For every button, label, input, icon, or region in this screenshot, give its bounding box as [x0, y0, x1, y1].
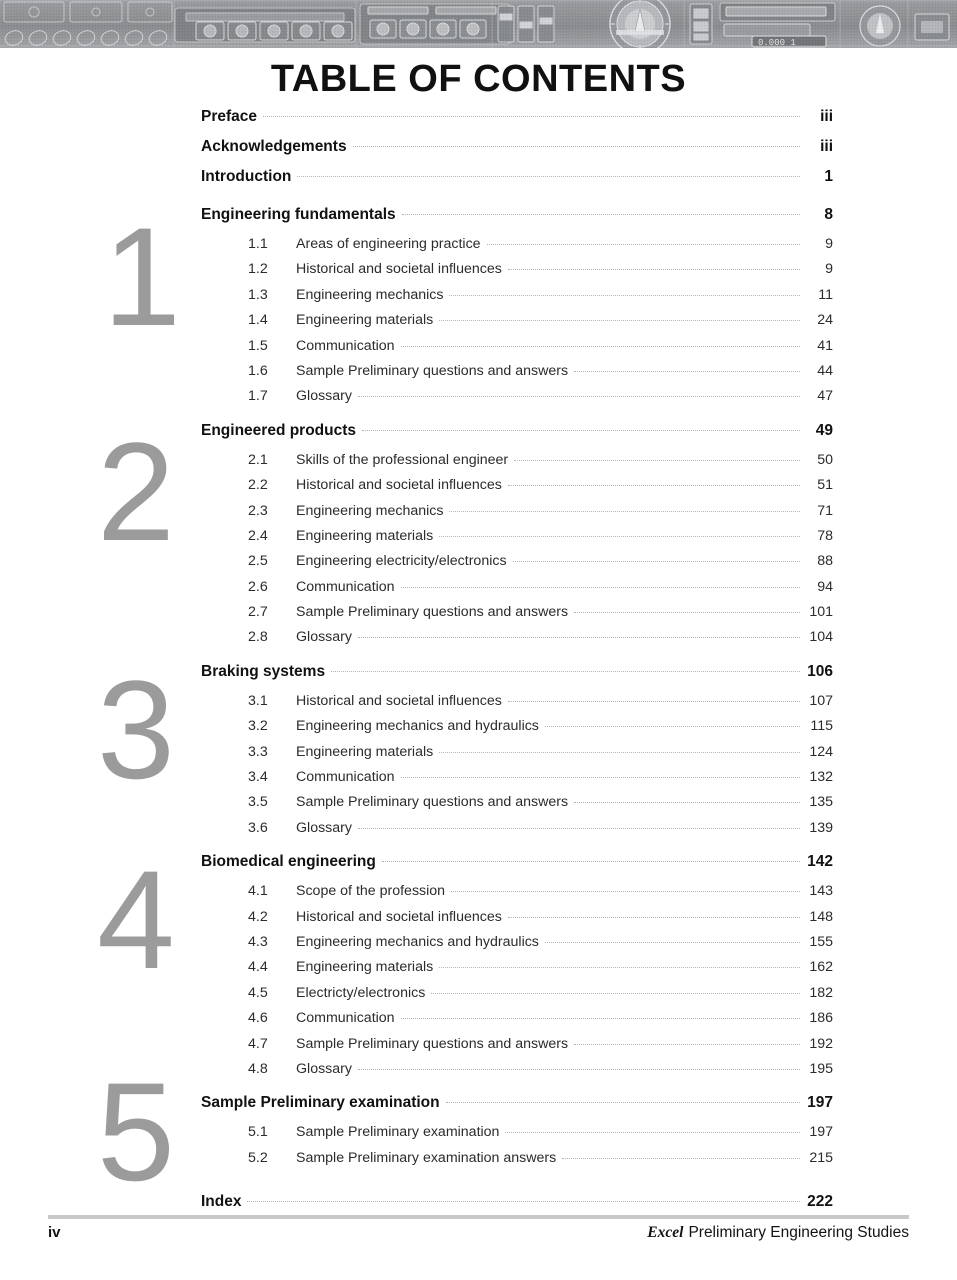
toc-section-5-2[interactable] [201, 1150, 833, 1175]
leader-dots [446, 1101, 800, 1103]
toc-entry-label: Glossary [296, 1060, 352, 1077]
toc-section-3-3[interactable] [201, 744, 833, 769]
leader-dots [505, 1131, 800, 1133]
toc-entry-page: 222 [807, 1193, 833, 1211]
toc-section-number: 1.3 [248, 286, 268, 303]
toc-section-3-4[interactable] [201, 769, 833, 794]
leader-dots [439, 751, 800, 753]
toc-entry-label: Biomedical engineering [201, 853, 376, 871]
toc-entry-page: 1 [824, 168, 833, 185]
toc-entry-acknowledgements[interactable] [201, 138, 833, 168]
toc-entry-page: 197 [809, 1124, 833, 1141]
toc-section-number: 1.6 [248, 362, 268, 379]
toc-section-number: 3.1 [248, 692, 268, 709]
toc-section-4-2[interactable] [201, 909, 833, 934]
leader-dots [574, 1043, 800, 1045]
leader-dots [562, 1157, 800, 1159]
leader-dots [401, 776, 800, 778]
toc-section-number: 2.1 [248, 451, 268, 468]
toc-entry-label: Glossary [296, 629, 352, 646]
leader-dots [508, 484, 800, 486]
toc-entry-label: Communication [296, 1010, 395, 1027]
toc-entry-list [201, 108, 833, 1223]
toc-entry-page: 215 [809, 1149, 833, 1166]
toc-entry-label: Communication [296, 769, 395, 786]
leader-dots [358, 395, 800, 397]
toc-entry-label: Glossary [296, 819, 352, 836]
toc-entry-page: 50 [817, 451, 833, 468]
toc-entry-label: Engineering mechanics and hydraulics [296, 718, 539, 735]
toc-entry-page: 8 [824, 206, 833, 223]
toc-section-1-7[interactable] [201, 388, 833, 413]
leader-dots [574, 611, 800, 613]
leader-dots [574, 801, 800, 803]
toc-entry-page: 88 [817, 553, 833, 570]
toc-entry-page: 94 [817, 578, 833, 595]
excel-brand-label: Excel [647, 1224, 684, 1241]
leader-dots [439, 535, 800, 537]
toc-section-number: 3.4 [248, 769, 268, 786]
toc-section-1-6[interactable] [201, 363, 833, 388]
folio-number: iv [48, 1224, 61, 1241]
toc-section-3-2[interactable] [201, 718, 833, 743]
toc-entry-page: 104 [809, 629, 833, 646]
toc-section-1-2[interactable] [201, 261, 833, 286]
leader-dots [431, 992, 800, 994]
control-panel-banner-image [0, 0, 957, 48]
toc-section-2-1[interactable] [201, 452, 833, 477]
toc-entry-label: Scope of the profession [296, 883, 446, 900]
toc-entry-page: 143 [809, 883, 833, 900]
leader-dots [439, 966, 800, 968]
toc-section-1-4[interactable] [201, 312, 833, 337]
toc-entry-label: Sample Preliminary questions and answers [296, 604, 569, 621]
toc-entry-page: 101 [809, 604, 833, 621]
toc-entry-label: Braking systems [201, 662, 326, 680]
page-footer [48, 1224, 909, 1242]
toc-section-number: 4.2 [248, 908, 268, 925]
toc-section-3-1[interactable] [201, 693, 833, 718]
toc-section-number: 4.5 [248, 984, 268, 1001]
leader-dots [508, 700, 800, 702]
toc-entry-label: Sample Preliminary examination [296, 1124, 500, 1141]
leader-dots [439, 319, 800, 321]
toc-section-4-7[interactable] [201, 1036, 833, 1061]
toc-entry-page: 162 [809, 959, 833, 976]
leader-dots [362, 429, 800, 431]
leader-dots [358, 636, 800, 638]
leader-dots [358, 1068, 800, 1070]
toc-section-number: 4.8 [248, 1060, 268, 1077]
toc-entry-page: 9 [825, 236, 833, 252]
leader-dots [358, 827, 800, 829]
leader-dots [382, 860, 800, 862]
toc-section-number: 4.1 [248, 883, 268, 900]
toc-section-number: 2.8 [248, 629, 268, 646]
toc-entry-page: 197 [807, 1094, 833, 1112]
toc-entry-label: Historical and societal influences [296, 908, 502, 925]
toc-section-number: 2.5 [248, 553, 268, 570]
toc-section-2-4[interactable] [201, 528, 833, 553]
toc-section-4-3[interactable] [201, 934, 833, 959]
toc-section-4-4[interactable] [201, 959, 833, 984]
toc-entry-label: Engineering materials [296, 743, 434, 760]
toc-section-2-8[interactable] [201, 629, 833, 654]
leader-dots [331, 670, 800, 672]
toc-section-number: 2.3 [248, 502, 268, 519]
toc-entry-page: iii [820, 108, 833, 125]
toc-entry-label: Engineering mechanics [296, 502, 444, 519]
toc-entry-page: 24 [817, 312, 833, 329]
toc-entry-preface[interactable] [201, 108, 833, 138]
leader-dots [401, 1017, 800, 1019]
toc-entry-label: Engineering materials [296, 312, 434, 329]
leader-dots [508, 268, 800, 270]
toc-entry-page: 11 [818, 286, 833, 303]
toc-section-number: 5.1 [248, 1124, 268, 1141]
toc-entry-label: Index [201, 1193, 242, 1211]
toc-entry-label: Communication [296, 578, 395, 595]
toc-entry-page: 78 [817, 527, 833, 544]
toc-section-2-6[interactable] [201, 579, 833, 604]
toc-entry-label: Sample Preliminary questions and answers [296, 794, 569, 811]
toc-entry-label: Skills of the professional engineer [296, 451, 509, 468]
toc-entry-label: Sample Preliminary questions and answers [296, 362, 569, 379]
toc-entry-page: 106 [807, 662, 833, 680]
toc-entry-page: 182 [809, 984, 833, 1001]
toc-chapter-3-heading[interactable] [201, 663, 833, 693]
toc-entry-label: Historical and societal influences [296, 692, 502, 709]
toc-entry-page: 148 [809, 908, 833, 925]
toc-entry-label: Historical and societal influences [296, 477, 502, 494]
toc-entry-label: Historical and societal influences [296, 261, 502, 278]
toc-section-2-2[interactable] [201, 477, 833, 502]
toc-chapter-5-heading[interactable] [201, 1094, 833, 1124]
toc-entry-page: 51 [817, 477, 833, 494]
leader-dots [508, 916, 800, 918]
toc-section-4-1[interactable] [201, 883, 833, 908]
toc-entry-introduction[interactable] [201, 168, 833, 198]
toc-section-2-3[interactable] [201, 503, 833, 528]
toc-entry-label: Areas of engineering practice [296, 236, 481, 252]
toc-entry-label: Acknowledgements [201, 138, 347, 155]
toc-section-2-7[interactable] [201, 604, 833, 629]
toc-section-number: 4.3 [248, 933, 268, 950]
chapter-numeral-4: 4 [97, 841, 173, 998]
toc-section-number: 2.2 [248, 477, 268, 494]
toc-entry-label: Sample Preliminary questions and answers [296, 1035, 569, 1052]
chapter-numeral-1: 1 [103, 198, 179, 355]
leader-dots [297, 175, 800, 177]
toc-section-number: 3.3 [248, 743, 268, 760]
toc-section-3-5[interactable] [201, 794, 833, 819]
toc-entry-page: 71 [817, 502, 833, 519]
toc-entry-label: Electricty/electronics [296, 984, 426, 1001]
toc-section-number: 1.5 [248, 337, 268, 354]
toc-entry-page: 107 [809, 692, 833, 709]
leader-dots [487, 243, 800, 245]
toc-entry-page: 132 [809, 769, 833, 786]
toc-entry-page: iii [820, 138, 833, 155]
toc-entry-page: 47 [817, 388, 833, 405]
control-panel-icon [0, 0, 957, 48]
toc-entry-label: Sample Preliminary examination [201, 1094, 440, 1112]
toc-chapter-1-heading[interactable] [201, 206, 833, 236]
toc-entry-label: Engineered products [201, 421, 357, 439]
leader-dots [451, 890, 800, 892]
toc-entry-label: Engineering materials [296, 527, 434, 544]
toc-entry-label: Engineering materials [296, 959, 434, 976]
toc-entry-label: Sample Preliminary examination answers [296, 1149, 557, 1166]
book-title-label: Preliminary Engineering Studies [688, 1224, 909, 1241]
chapter-numeral-3: 3 [97, 651, 173, 808]
toc-entry-label: Engineering mechanics [296, 286, 444, 303]
toc-entry-page: 195 [809, 1060, 833, 1077]
leader-dots [353, 145, 800, 147]
toc-section-4-6[interactable] [201, 1010, 833, 1035]
toc-entry-page: 44 [817, 362, 833, 379]
leader-dots [247, 1200, 800, 1202]
toc-entry-page: 186 [809, 1010, 833, 1027]
toc-chapter-4-heading[interactable] [201, 853, 833, 883]
leader-dots [513, 560, 800, 562]
leader-dots [263, 115, 800, 117]
toc-section-2-5[interactable] [201, 553, 833, 578]
toc-entry-label: Glossary [296, 388, 352, 405]
toc-section-number: 2.7 [248, 604, 268, 621]
chapter-numeral-2: 2 [97, 413, 173, 570]
toc-entry-page: 41 [817, 337, 833, 354]
toc-section-number: 3.6 [248, 819, 268, 836]
toc-entry-page: 139 [809, 819, 833, 836]
toc-section-number: 1.2 [248, 261, 268, 278]
toc-section-number: 3.2 [248, 718, 268, 735]
book-title-footer [647, 1224, 909, 1242]
toc-section-number: 4.7 [248, 1035, 268, 1052]
leader-dots [545, 941, 800, 943]
toc-entry-page: 115 [810, 718, 833, 735]
toc-entry-page: 142 [807, 853, 833, 871]
leader-dots [449, 510, 800, 512]
toc-section-number: 4.4 [248, 959, 268, 976]
toc-section-1-1[interactable] [201, 236, 833, 261]
leader-dots [449, 294, 800, 296]
toc-entry-page: 49 [815, 421, 833, 439]
toc-entry-page: 9 [825, 261, 833, 278]
toc-section-number: 2.6 [248, 578, 268, 595]
leader-dots [574, 370, 800, 372]
toc-section-number: 1.1 [248, 236, 268, 252]
toc-entry-page: 155 [809, 933, 833, 950]
leader-dots [545, 725, 800, 727]
toc-entry-label: Communication [296, 337, 395, 354]
toc-entry-page: 135 [809, 794, 833, 811]
leader-dots [402, 213, 800, 215]
leader-dots [401, 345, 800, 347]
toc-section-1-3[interactable] [201, 287, 833, 312]
toc-section-1-5[interactable] [201, 338, 833, 363]
toc-entry-label: Introduction [201, 168, 292, 185]
chapter-numeral-5: 5 [97, 1053, 173, 1210]
toc-entry-label: Preface [201, 108, 258, 125]
toc-section-4-5[interactable] [201, 985, 833, 1010]
toc-section-number: 2.4 [248, 527, 268, 544]
toc-section-4-8[interactable] [201, 1061, 833, 1086]
footer-divider [48, 1215, 909, 1219]
toc-section-3-6[interactable] [201, 820, 833, 845]
leader-dots [401, 586, 800, 588]
toc-entry-label: Engineering electricity/electronics [296, 553, 507, 570]
toc-entry-page: 192 [809, 1035, 833, 1052]
toc-section-5-1[interactable] [201, 1124, 833, 1149]
toc-section-number: 1.7 [248, 388, 268, 405]
toc-section-number: 5.2 [248, 1149, 268, 1166]
page-title: TABLE OF CONTENTS [270, 58, 687, 100]
toc-chapter-2-heading[interactable] [201, 422, 833, 452]
toc-section-number: 1.4 [248, 312, 268, 329]
toc-entry-label: Engineering mechanics and hydraulics [296, 933, 539, 950]
toc-entry-label: Engineering fundamentals [201, 206, 396, 223]
toc-entry-page: 124 [809, 743, 833, 760]
toc-section-number: 3.5 [248, 794, 268, 811]
toc-section-number: 4.6 [248, 1010, 268, 1027]
leader-dots [514, 459, 800, 461]
